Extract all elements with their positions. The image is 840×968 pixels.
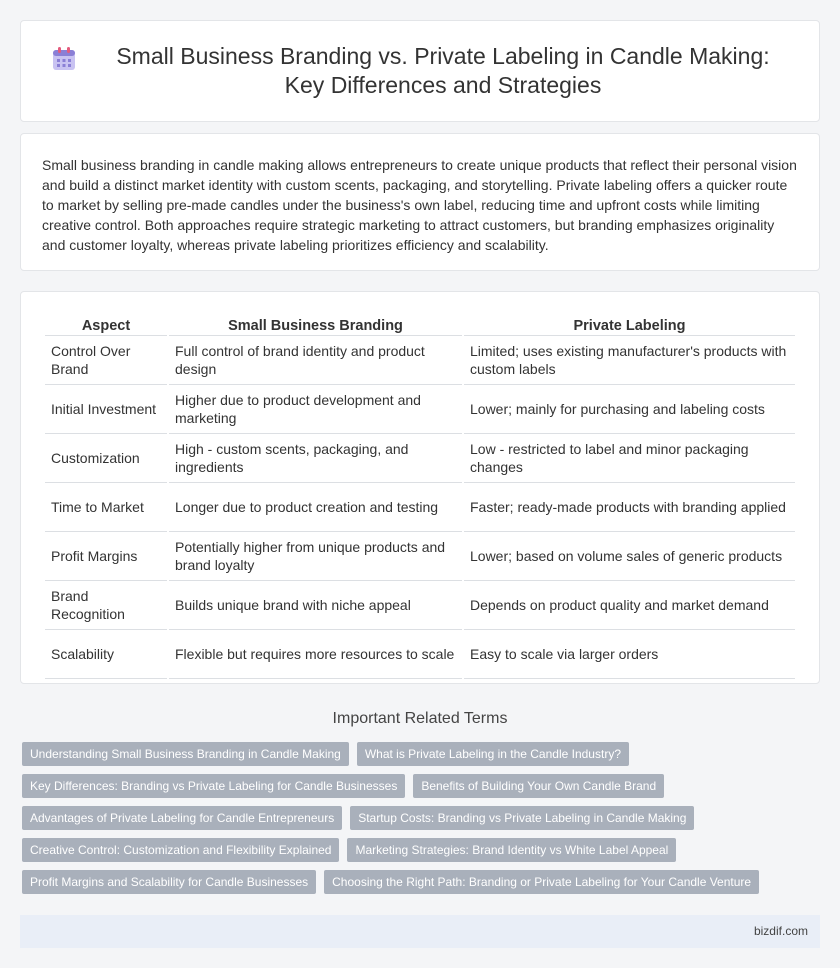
related-term-link[interactable]: Advantages of Private Labeling for Candle Entrepreneurs <box>22 806 342 830</box>
related-term-link[interactable]: Profit Margins and Scalability for Candle Businesses <box>22 870 316 894</box>
table-cell-private-label: Faster; ready-made products with branding applied <box>464 483 795 532</box>
table-cell-branding: High - custom scents, packaging, and ingredients <box>169 434 462 483</box>
table-cell-aspect: Brand Recognition <box>45 581 167 630</box>
footer-site-link[interactable]: bizdif.com <box>753 924 808 938</box>
table-cell-aspect: Scalability <box>45 630 167 679</box>
related-term-link[interactable]: Choosing the Right Path: Branding or Private Labeling for Your Candle Venture <box>324 870 759 894</box>
comparison-card <box>20 291 820 684</box>
intro-card <box>20 133 820 271</box>
table-cell-branding: Full control of brand identity and product design <box>169 336 462 385</box>
table-cell-private-label: Limited; uses existing manufacturer's products with custom labels <box>464 336 795 385</box>
header-private-labeling: Private Labeling <box>464 312 795 336</box>
table-cell-branding: Builds unique brand with niche appeal <box>169 581 462 630</box>
table-cell-private-label: Lower; based on volume sales of generic products <box>464 532 795 581</box>
header-card <box>20 20 820 122</box>
table-row <box>45 336 795 385</box>
table-row <box>45 581 795 630</box>
footer-bar <box>20 915 820 948</box>
header-aspect: Aspect <box>45 312 167 336</box>
related-term-link[interactable]: Key Differences: Branding vs Private Labeling for Candle Businesses <box>22 774 405 798</box>
table-cell-aspect: Profit Margins <box>45 532 167 581</box>
table-cell-private-label: Lower; mainly for purchasing and labeling costs <box>464 385 795 434</box>
table-row <box>45 483 795 532</box>
table-cell-private-label: Low - restricted to label and minor packaging changes <box>464 434 795 483</box>
table-cell-aspect: Control Over Brand <box>45 336 167 385</box>
table-cell-branding: Flexible but requires more resources to scale <box>169 630 462 679</box>
related-term-link[interactable]: Creative Control: Customization and Flexibility Explained <box>22 838 339 862</box>
related-term-link[interactable]: Benefits of Building Your Own Candle Brand <box>413 774 664 798</box>
table-cell-aspect: Time to Market <box>45 483 167 532</box>
table-header-row <box>45 312 795 336</box>
related-term-link[interactable]: Marketing Strategies: Brand Identity vs White Label Appeal <box>347 838 676 862</box>
related-term-link[interactable]: What is Private Labeling in the Candle Industry? <box>357 742 629 766</box>
table-cell-branding: Longer due to product creation and testing <box>169 483 462 532</box>
table-cell-branding: Higher due to product development and marketing <box>169 385 462 434</box>
table-row <box>45 532 795 581</box>
intro-text: Small business branding in candle making allows entrepreneurs to create unique products that reflect their personal vision and build a distinct market identity with custom scents, packaging, and storytelling. Private labeling offers a quicker route to market by selling pre-made candles under the business's own label, reducing time and upfront costs while limiting creative control. Both approaches require strategic marketing to attract customers, but branding emphasizes originality and customer loyalty, whereas private labeling prioritizes efficiency and scalability. <box>42 157 797 253</box>
comparison-table <box>43 312 797 679</box>
related-term-link[interactable]: Startup Costs: Branding vs Private Labeling in Candle Making <box>350 806 694 830</box>
related-terms-list <box>22 742 820 902</box>
table-cell-aspect: Initial Investment <box>45 385 167 434</box>
table-row <box>45 385 795 434</box>
calendar-icon <box>51 46 77 72</box>
header-inner <box>51 42 789 100</box>
table-cell-branding: Potentially higher from unique products and brand loyalty <box>169 532 462 581</box>
table-cell-private-label: Depends on product quality and market demand <box>464 581 795 630</box>
table-cell-aspect: Customization <box>45 434 167 483</box>
table-cell-private-label: Easy to scale via larger orders <box>464 630 795 679</box>
related-terms-title: Important Related Terms <box>332 710 508 727</box>
header-small-business-branding: Small Business Branding <box>169 312 462 336</box>
page-title: Small Business Branding vs. Private Labeling in Candle Making: Key Differences and Strategies <box>116 43 770 98</box>
table-row <box>45 630 795 679</box>
related-term-link[interactable]: Understanding Small Business Branding in Candle Making <box>22 742 349 766</box>
table-row <box>45 434 795 483</box>
